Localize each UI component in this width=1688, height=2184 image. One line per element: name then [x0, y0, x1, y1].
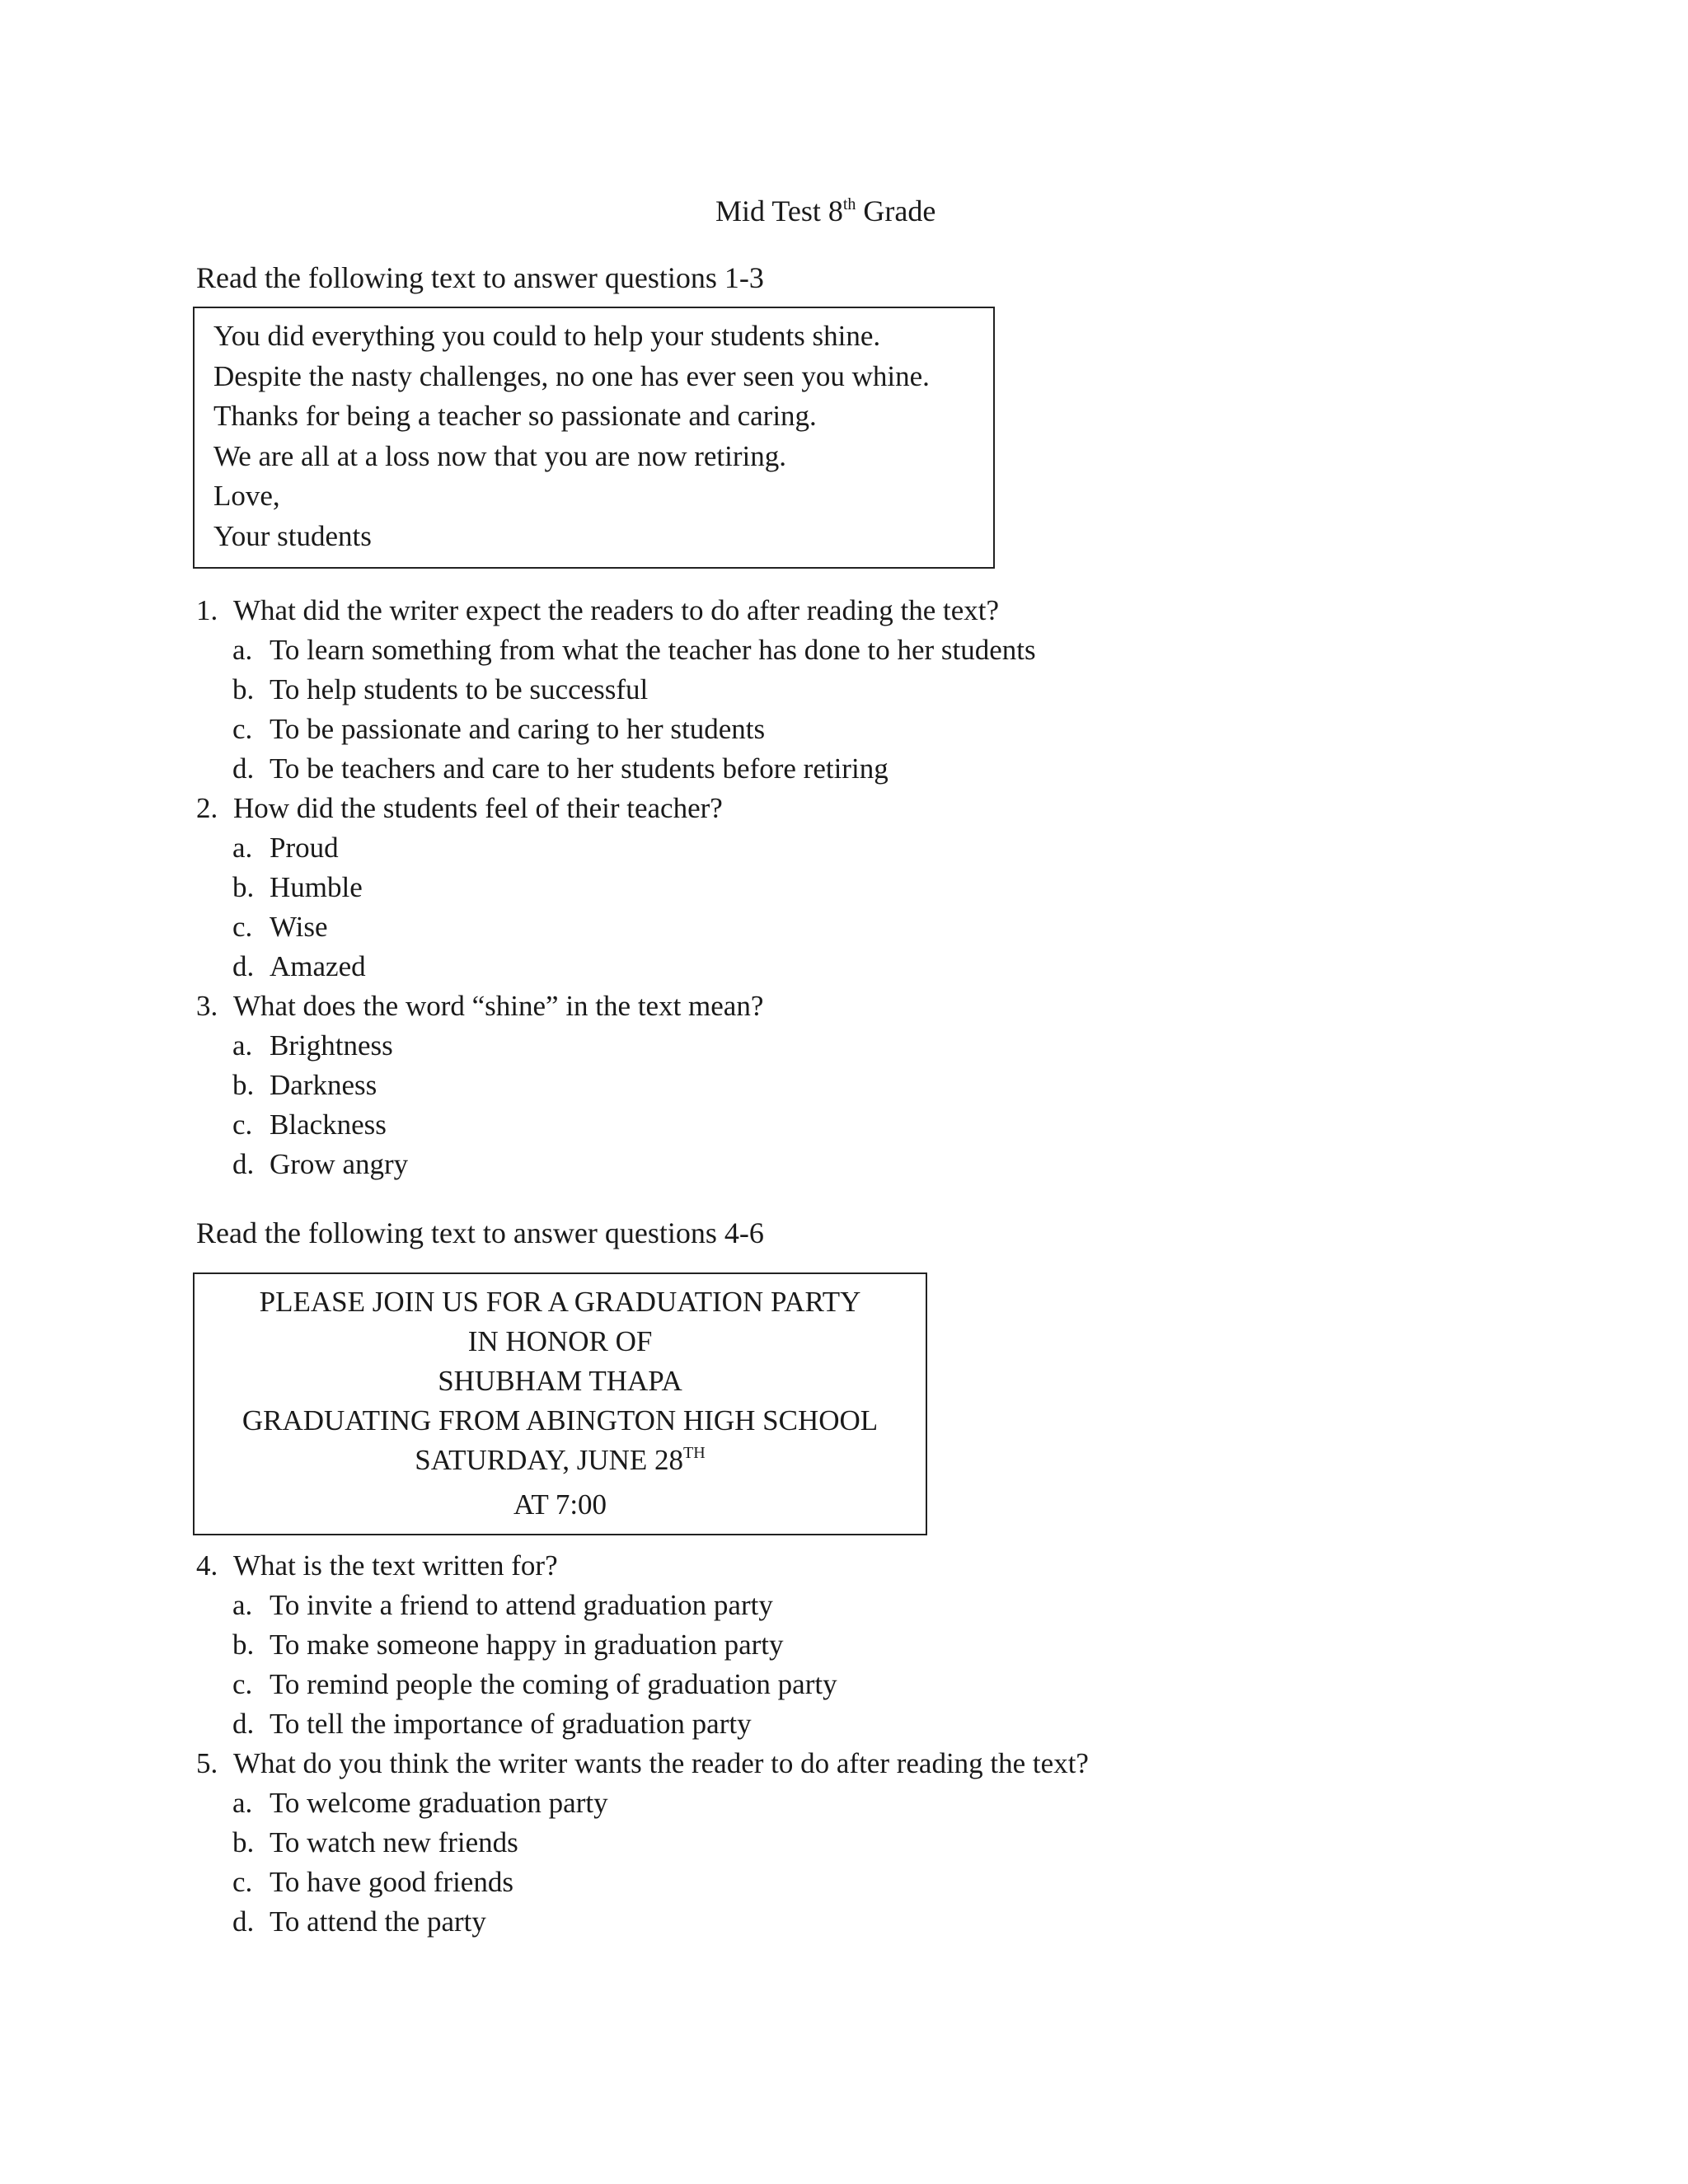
- option-text: Brightness: [270, 1029, 393, 1062]
- option-letter: d.: [232, 950, 255, 982]
- question-number: 2.: [196, 792, 218, 824]
- invitation-line: PLEASE JOIN US FOR A GRADUATION PARTY: [259, 1286, 861, 1318]
- option-text: To be passionate and caring to her students: [270, 713, 766, 745]
- invitation-date-superscript: TH: [683, 1444, 706, 1462]
- passage-line: Your students: [213, 519, 372, 552]
- invitation-line: GRADUATING FROM ABINGTON HIGH SCHOOL: [241, 1404, 879, 1436]
- option-text: To help students to be successful: [270, 673, 649, 705]
- title-rest: Grade: [856, 194, 936, 227]
- option-text: To make someone happy in graduation party: [270, 1629, 784, 1661]
- passage-line: Despite the nasty challenges, no one has ever seen you whine.: [213, 359, 930, 392]
- option-text: To invite a friend to attend graduation party: [270, 1589, 773, 1621]
- instruction-section-1: Read the following text to answer questions 1-3: [196, 261, 764, 294]
- question-text: What does the word “shine” in the text mean?: [233, 990, 764, 1022]
- option-text: Grow angry: [270, 1148, 409, 1180]
- option-text: Blackness: [270, 1108, 387, 1141]
- option-letter: d.: [232, 752, 255, 785]
- option-letter: a.: [232, 634, 253, 666]
- option-letter: d.: [232, 1708, 255, 1740]
- passage-line: Love,: [213, 480, 280, 512]
- option-letter: c.: [232, 1866, 253, 1898]
- option-letter: b.: [232, 1069, 255, 1101]
- option-text: Amazed: [270, 950, 366, 982]
- option-letter: d.: [232, 1148, 255, 1180]
- passage-line: We are all at a loss now that you are now retiring.: [213, 439, 787, 472]
- option-letter: a.: [232, 1029, 253, 1062]
- option-text: To remind people the coming of graduation party: [270, 1668, 837, 1700]
- option-letter: b.: [232, 871, 255, 903]
- option-text: Proud: [270, 832, 339, 864]
- option-text: To attend the party: [270, 1905, 486, 1938]
- option-text: To have good friends: [270, 1866, 513, 1898]
- option-letter: a.: [232, 1589, 253, 1621]
- option-text: To tell the importance of graduation party: [270, 1708, 752, 1740]
- option-text: To learn something from what the teacher has done to her students: [270, 634, 1036, 666]
- question-text: How did the students feel of their teacher?: [233, 792, 723, 824]
- question-number: 4.: [196, 1549, 218, 1582]
- option-text: Darkness: [270, 1069, 377, 1101]
- question-number: 3.: [196, 990, 218, 1022]
- passage-line: Thanks for being a teacher so passionate and caring.: [213, 400, 817, 432]
- invitation-line: SHUBHAM THAPA: [438, 1365, 682, 1397]
- option-text: To welcome graduation party: [270, 1787, 608, 1819]
- question-number: 5.: [196, 1747, 218, 1779]
- option-letter: b.: [232, 673, 255, 705]
- option-letter: b.: [232, 1826, 255, 1858]
- option-text: Humble: [270, 871, 363, 903]
- option-letter: a.: [232, 832, 253, 864]
- instruction-section-2: Read the following text to answer questions 4-6: [196, 1216, 764, 1249]
- question-number: 1.: [196, 594, 218, 626]
- invitation-box: [193, 1272, 927, 1535]
- question-text: What do you think the writer wants the reader to do after reading the text?: [233, 1747, 1089, 1779]
- passage-line: You did everything you could to help your students shine.: [213, 320, 881, 352]
- option-letter: d.: [232, 1905, 255, 1938]
- option-text: To watch new friends: [270, 1826, 518, 1858]
- invitation-date: [195, 1441, 926, 1480]
- page-title: [715, 191, 935, 231]
- option-letter: c.: [232, 1108, 253, 1141]
- option-text: To be teachers and care to her students before retiring: [270, 752, 889, 785]
- invitation-line: IN HONOR OF: [467, 1325, 653, 1357]
- option-letter: c.: [232, 1668, 253, 1700]
- question-text: What is the text written for?: [233, 1549, 558, 1582]
- option-letter: c.: [232, 911, 253, 943]
- option-letter: c.: [232, 713, 253, 745]
- title-superscript: th: [842, 195, 856, 213]
- invitation-date-main: SATURDAY, JUNE 28: [415, 1444, 684, 1476]
- option-letter: a.: [232, 1787, 253, 1819]
- title-main: Mid Test 8: [715, 194, 843, 227]
- option-text: Wise: [270, 911, 328, 943]
- question-text: What did the writer expect the readers to do after reading the text?: [233, 594, 1000, 626]
- option-letter: b.: [232, 1629, 255, 1661]
- invitation-time: AT 7:00: [513, 1488, 607, 1521]
- passage-box-poem: [193, 307, 995, 569]
